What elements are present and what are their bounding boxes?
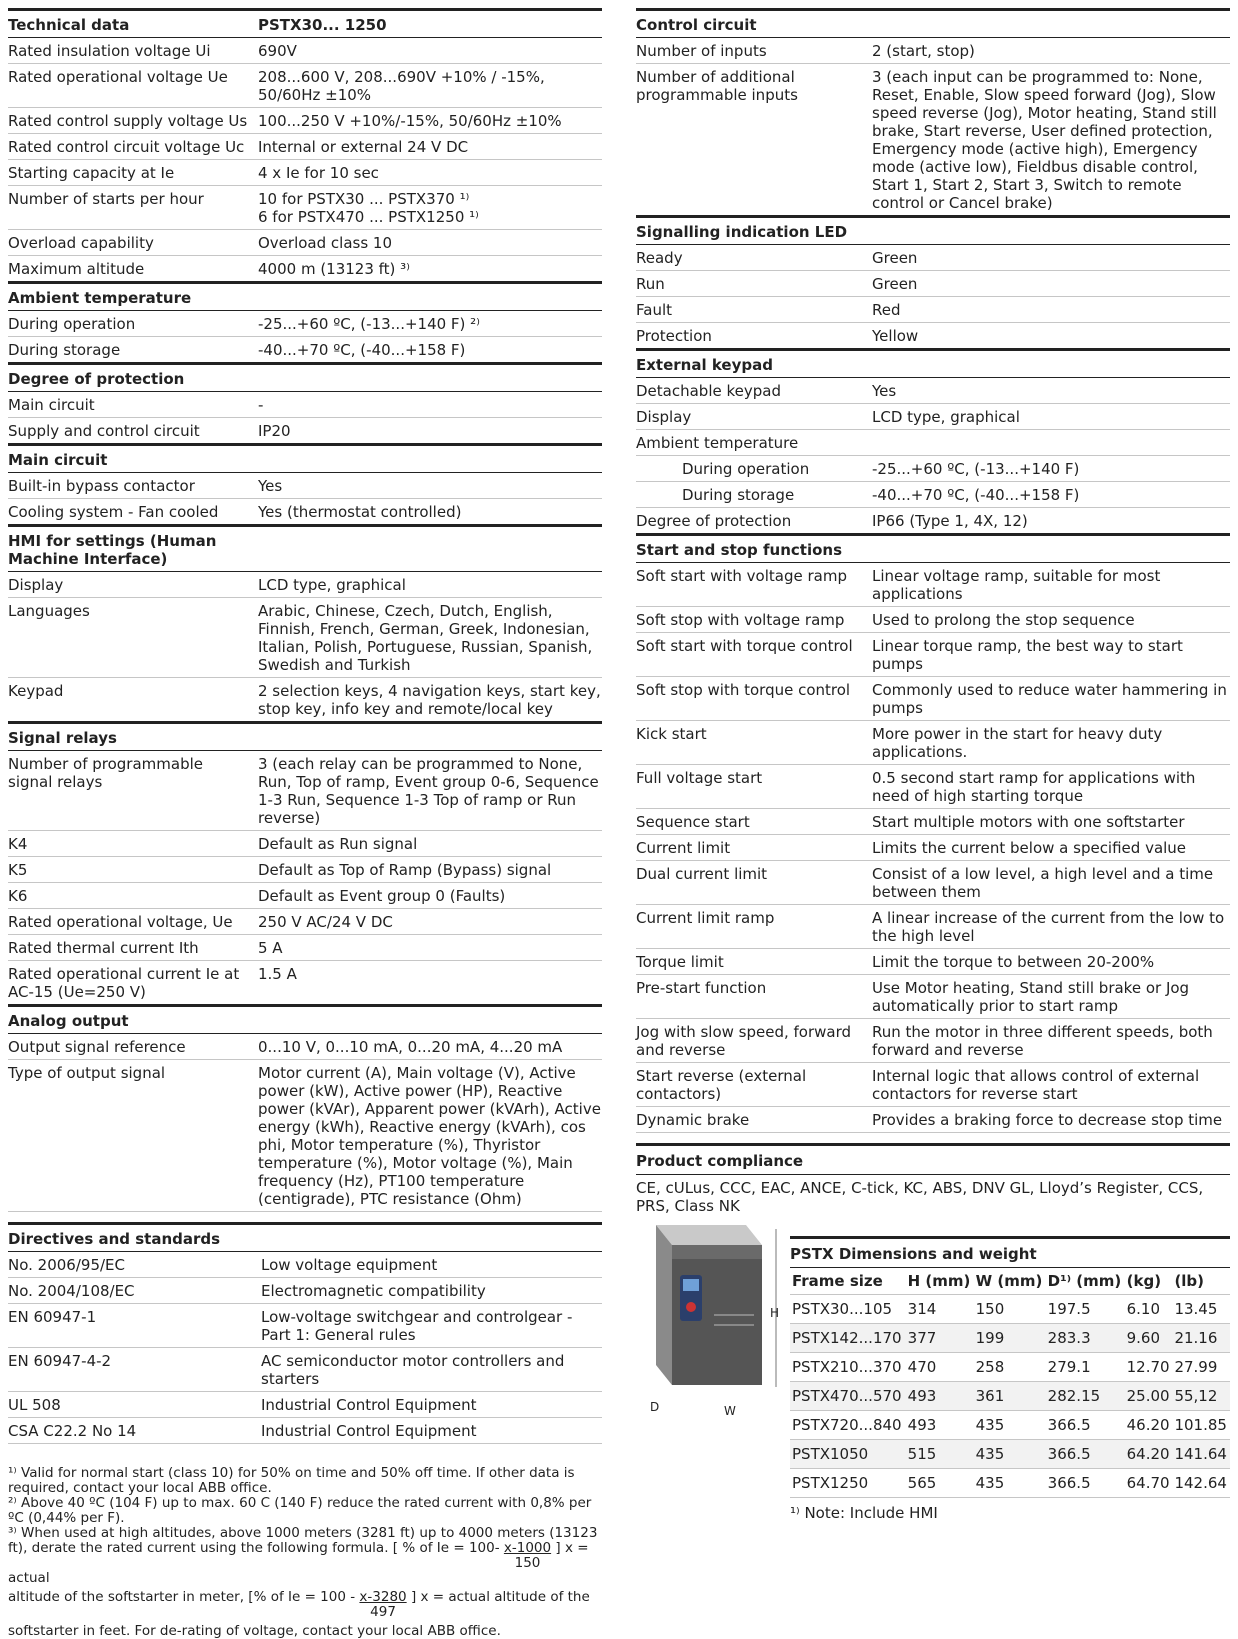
footnote-3-cont: altitude of the softstarter in meter, [% of Ie = 100 - $\frac{x-3280}{497}$ ] x = actual altitude of the — [8, 1589, 590, 1620]
spec-row — [8, 256, 602, 283]
spec-label: Degree of protection — [8, 364, 258, 392]
spec-value: Linear voltage ramp, suitable for most applications — [872, 563, 1230, 607]
spec-row — [636, 809, 1230, 835]
spec-label: Output signal reference — [8, 1034, 258, 1060]
dimensions-cell: 197.5 — [1046, 1295, 1125, 1324]
spec-row — [8, 857, 602, 883]
spec-value — [258, 1006, 602, 1034]
spec-value: Yellow — [872, 323, 1230, 350]
spec-label: Start and stop functions — [636, 535, 872, 563]
spec-label: UL 508 — [8, 1392, 261, 1418]
spec-label: Detachable keypad — [636, 378, 872, 404]
spec-row — [636, 378, 1230, 404]
spec-value: -25...+60 ºC, (-13...+140 F) ²⁾ — [258, 311, 602, 337]
spec-value: LCD type, graphical — [258, 572, 602, 598]
dimensions-cell: 141.64 — [1172, 1440, 1230, 1469]
left-column — [8, 8, 602, 1639]
spec-row — [636, 404, 1230, 430]
dimensions-cell: 435 — [974, 1440, 1046, 1469]
dimensions-row — [790, 1469, 1230, 1498]
spec-value: Commonly used to reduce water hammering in pumps — [872, 677, 1230, 721]
spec-label: Control circuit — [636, 10, 872, 38]
formula-fraction-feet: $\frac{x-3280}{497}$ — [359, 1589, 407, 1620]
spec-value: Low voltage equipment — [261, 1252, 602, 1278]
spec-label: Ambient temperature — [636, 430, 872, 456]
spec-value: Yes — [258, 473, 602, 499]
spec-row — [8, 473, 602, 499]
spec-label: During operation — [8, 311, 258, 337]
spec-label: Protection — [636, 323, 872, 350]
dimensions-cell: 565 — [906, 1469, 974, 1498]
dimensions-cell: 366.5 — [1046, 1411, 1125, 1440]
spec-row — [8, 1034, 602, 1060]
spec-value: Default as Top of Ramp (Bypass) signal — [258, 857, 602, 883]
spec-label: Sequence start — [636, 809, 872, 835]
spec-row — [636, 633, 1230, 677]
section-header — [8, 364, 602, 392]
spec-label: Rated control circuit voltage Uc — [8, 134, 258, 160]
spec-label: K4 — [8, 831, 258, 857]
device-top — [656, 1225, 762, 1245]
spec-row — [636, 975, 1230, 1019]
spec-label: Dual current limit — [636, 861, 872, 905]
dimensions-cell: 279.1 — [1046, 1353, 1125, 1382]
spec-row — [636, 1019, 1230, 1063]
spec-row — [636, 861, 1230, 905]
dimensions-title: PSTX Dimensions and weight — [790, 1236, 1230, 1267]
spec-row — [8, 935, 602, 961]
spec-value — [872, 10, 1230, 38]
spec-label: Full voltage start — [636, 765, 872, 809]
dimensions-cell: PSTX470...570 — [790, 1382, 906, 1411]
spec-label: Main circuit — [8, 445, 258, 473]
spec-row — [8, 831, 602, 857]
spec-value: Limits the current below a specified value — [872, 835, 1230, 861]
section-header — [8, 1224, 602, 1252]
dimensions-cell: 142.64 — [1172, 1469, 1230, 1498]
spec-row — [8, 961, 602, 1006]
spec-row — [636, 38, 1230, 64]
spec-label: K6 — [8, 883, 258, 909]
spec-value — [258, 364, 602, 392]
footnote-2: ²⁾ Above 40 ºC (104 F) up to max. 60 C (140 F) reduce the rated current with 0,8% per ºC (0,44% per F). — [8, 1495, 592, 1526]
spec-label: Pre-start function — [636, 975, 872, 1019]
dimensions-cell: 377 — [906, 1324, 974, 1353]
spec-row — [636, 430, 1230, 456]
spec-label: HMI for settings (Human Machine Interface) — [8, 526, 258, 572]
spec-value: 3 (each input can be programmed to: None, Reset, Enable, Slow speed forward (Jog), Slow speed reverse (Jog), Motor heating, Stand still brake, Start reverse, User defined protection, Emergency mode (active high), Emergency mode (active low), Fieldbus disable control, Start 1, Start 2, Start 3, Switch to remote control or Cancel brake) — [872, 64, 1230, 217]
spec-value — [258, 283, 602, 311]
spec-label: During storage — [636, 482, 872, 508]
spec-row — [636, 323, 1230, 350]
spec-row — [8, 1060, 602, 1212]
spec-value — [258, 526, 602, 572]
spec-label: Signal relays — [8, 723, 258, 751]
dimensions-cell: 25.00 — [1125, 1382, 1173, 1411]
dimensions-cell: 515 — [906, 1440, 974, 1469]
spec-row — [636, 271, 1230, 297]
spec-value: Internal or external 24 V DC — [258, 134, 602, 160]
section-header — [8, 723, 602, 751]
spec-value — [872, 430, 1230, 456]
spec-label: Ready — [636, 245, 872, 271]
spec-row — [636, 64, 1230, 217]
spec-row — [8, 134, 602, 160]
spec-label: Rated insulation voltage Ui — [8, 38, 258, 64]
dimensions-cell: 493 — [906, 1411, 974, 1440]
spec-value: 4000 m (13123 ft) ³⁾ — [258, 256, 602, 283]
spec-value: Red — [872, 297, 1230, 323]
spec-row — [636, 245, 1230, 271]
spec-row — [8, 160, 602, 186]
spec-value: 4 x Ie for 10 sec — [258, 160, 602, 186]
spec-value — [258, 723, 602, 751]
spec-label: Built-in bypass contactor — [8, 473, 258, 499]
spec-value: Green — [872, 271, 1230, 297]
spec-value: 250 V AC/24 V DC — [258, 909, 602, 935]
right-column — [636, 8, 1230, 1215]
spec-label: External keypad — [636, 350, 872, 378]
dimensions-cell: 64.20 — [1125, 1440, 1173, 1469]
spec-value: PSTX30... 1250 — [258, 10, 602, 38]
spec-label: No. 2004/108/EC — [8, 1278, 261, 1304]
spec-label: Maximum altitude — [8, 256, 258, 283]
spec-label: Cooling system - Fan cooled — [8, 499, 258, 526]
spec-value: Linear torque ramp, the best way to start pumps — [872, 633, 1230, 677]
spec-row — [8, 1418, 602, 1444]
dimensions-cell: 9.60 — [1125, 1324, 1173, 1353]
spec-row — [8, 499, 602, 526]
dimensions-cell: 258 — [974, 1353, 1046, 1382]
spec-label: K5 — [8, 857, 258, 883]
spec-value — [872, 217, 1230, 245]
section-header — [636, 535, 1230, 563]
spec-value — [261, 1224, 602, 1252]
spec-value — [872, 535, 1230, 563]
spec-value: 0.5 second start ramp for applications with need of high starting torque — [872, 765, 1230, 809]
spec-value: -40...+70 ºC, (-40...+158 F) — [258, 337, 602, 364]
dimensions-cell: 314 — [906, 1295, 974, 1324]
spec-row — [8, 337, 602, 364]
spec-row — [636, 905, 1230, 949]
dimensions-row — [790, 1295, 1230, 1324]
spec-value: 208...600 V, 208...690V +10% / -15%, 50/60Hz ±10% — [258, 64, 602, 108]
dimensions-cell: 6.10 — [1125, 1295, 1173, 1324]
spec-value: Start multiple motors with one softstarter — [872, 809, 1230, 835]
footnote-3-end: softstarter in feet. For de-rating of voltage, contact your local ABB office. — [8, 1623, 501, 1639]
dimensions-cell: 283.3 — [1046, 1324, 1125, 1353]
spec-label: Run — [636, 271, 872, 297]
spec-label: Jog with slow speed, forward and reverse — [636, 1019, 872, 1063]
dimensions-cell: 101.85 — [1172, 1411, 1230, 1440]
dimensions-cell: 435 — [974, 1469, 1046, 1498]
spec-value: Green — [872, 245, 1230, 271]
dimensions-cell: 21.16 — [1172, 1324, 1230, 1353]
spec-label: Display — [636, 404, 872, 430]
spec-label: Display — [8, 572, 258, 598]
dimensions-cell: 12.70 — [1125, 1353, 1173, 1382]
spec-row — [8, 1252, 602, 1278]
spec-label: During operation — [636, 456, 872, 482]
spec-label: Degree of protection — [636, 508, 872, 535]
spec-value: Used to prolong the stop sequence — [872, 607, 1230, 633]
dimensions-cell: 361 — [974, 1382, 1046, 1411]
footnote-3: ³⁾ When used at high altitudes, above 1000 meters (3281 ft) up to 4000 meters (13123 ft), derate the rated current using the following formula. [ % of Ie = 100- $\frac{x-1000}{150}$ ] x = actual — [8, 1525, 598, 1586]
compliance-title: Product compliance — [636, 1143, 1230, 1174]
spec-value: Default as Event group 0 (Faults) — [258, 883, 602, 909]
dimensions-cell: 366.5 — [1046, 1440, 1125, 1469]
spec-row — [636, 297, 1230, 323]
spec-value: Overload class 10 — [258, 230, 602, 256]
spec-label: Rated operational current Ie at AC-15 (Ue=250 V) — [8, 961, 258, 1006]
spec-label: Supply and control circuit — [8, 418, 258, 445]
spec-value: IP66 (Type 1, 4X, 12) — [872, 508, 1230, 535]
width-label: W — [724, 1404, 736, 1415]
spec-label: EN 60947-1 — [8, 1304, 261, 1348]
dimensions-header: D¹⁾ (mm) — [1046, 1268, 1125, 1295]
spec-value: Use Motor heating, Stand still brake or Jog automatically prior to start ramp — [872, 975, 1230, 1019]
spec-label: Soft start with torque control — [636, 633, 872, 677]
spec-label: Soft stop with torque control — [636, 677, 872, 721]
dimensions-header: Frame size — [790, 1268, 906, 1295]
spec-value: More power in the start for heavy duty applications. — [872, 721, 1230, 765]
dimensions-row — [790, 1324, 1230, 1353]
spec-row — [8, 1278, 602, 1304]
spec-value: Provides a braking force to decrease stop time — [872, 1107, 1230, 1133]
spec-value: 690V — [258, 38, 602, 64]
spec-label: Dynamic brake — [636, 1107, 872, 1133]
spec-row — [8, 392, 602, 418]
spec-row — [636, 1063, 1230, 1107]
dimensions-cell: 13.45 — [1172, 1295, 1230, 1324]
spec-value: 100...250 V +10%/-15%, 50/60Hz ±10% — [258, 108, 602, 134]
dimensions-cell: 366.5 — [1046, 1469, 1125, 1498]
dimensions-cell: PSTX720...840 — [790, 1411, 906, 1440]
spec-label: Directives and standards — [8, 1224, 261, 1252]
spec-label: Kick start — [636, 721, 872, 765]
dimensions-cell: PSTX1050 — [790, 1440, 906, 1469]
dimensions-header: (kg) — [1125, 1268, 1173, 1295]
dimensions-cell: 150 — [974, 1295, 1046, 1324]
section-header — [636, 350, 1230, 378]
dimensions-header: W (mm) — [974, 1268, 1046, 1295]
section-header — [8, 445, 602, 473]
dimensions-cell: 55,12 — [1172, 1382, 1230, 1411]
spec-value: Limit the torque to between 20-200% — [872, 949, 1230, 975]
spec-row — [8, 1304, 602, 1348]
dimensions-cell: 435 — [974, 1411, 1046, 1440]
right-spec-table — [636, 8, 1230, 1133]
spec-row — [636, 765, 1230, 809]
spec-value: Industrial Control Equipment — [261, 1392, 602, 1418]
spec-label: Signalling indication LED — [636, 217, 872, 245]
spec-row — [636, 607, 1230, 633]
height-label: H — [770, 1306, 780, 1320]
spec-label: Number of programmable signal relays — [8, 751, 258, 831]
spec-row — [8, 909, 602, 935]
dimensions-block — [790, 1236, 1230, 1522]
spec-label: Number of inputs — [636, 38, 872, 64]
spec-row — [636, 835, 1230, 861]
spec-label: Type of output signal — [8, 1060, 258, 1212]
spec-value: -40...+70 ºC, (-40...+158 F) — [872, 482, 1230, 508]
spec-label: Analog output — [8, 1006, 258, 1034]
spec-label: Rated thermal current Ith — [8, 935, 258, 961]
spec-label: Fault — [636, 297, 872, 323]
spec-row — [636, 508, 1230, 535]
spec-label: Main circuit — [8, 392, 258, 418]
spec-row — [8, 311, 602, 337]
spec-row — [8, 751, 602, 831]
spec-row — [636, 677, 1230, 721]
spec-value: Low-voltage switchgear and controlgear - Part 1: General rules — [261, 1304, 602, 1348]
dimensions-cell: PSTX30...105 — [790, 1295, 906, 1324]
spec-value: Run the motor in three different speeds, both forward and reverse — [872, 1019, 1230, 1063]
spec-label: Languages — [8, 598, 258, 678]
spec-value: Yes — [872, 378, 1230, 404]
left-spec-table — [8, 8, 602, 1212]
spec-value: 0...10 V, 0...10 mA, 0...20 mA, 4...20 mA — [258, 1034, 602, 1060]
spec-row — [8, 678, 602, 723]
dimensions-cell: 46.20 — [1125, 1411, 1173, 1440]
footnotes — [8, 1466, 602, 1639]
spec-label: Soft start with voltage ramp — [636, 563, 872, 607]
spec-label: Keypad — [8, 678, 258, 723]
dimensions-table — [790, 1267, 1230, 1498]
section-header — [636, 217, 1230, 245]
dimensions-cell: PSTX142...170 — [790, 1324, 906, 1353]
formula-fraction-meters: $\frac{x-1000}{150}$ — [503, 1540, 552, 1571]
spec-label: Technical data — [8, 10, 258, 38]
spec-value: Consist of a low level, a high level and a time between them — [872, 861, 1230, 905]
spec-value: Industrial Control Equipment — [261, 1418, 602, 1444]
spec-label: CSA C22.2 No 14 — [8, 1418, 261, 1444]
dimensions-header: (lb) — [1172, 1268, 1230, 1295]
spec-label: Torque limit — [636, 949, 872, 975]
directives-table — [8, 1222, 602, 1444]
spec-label: Soft stop with voltage ramp — [636, 607, 872, 633]
spec-value: 3 (each relay can be programmed to None, Run, Top of ramp, Event group 0-6, Sequence 1-3 Run, Sequence 1-3 Top of ramp or Run reverse) — [258, 751, 602, 831]
dimensions-cell: 282.15 — [1046, 1382, 1125, 1411]
softstarter-illustration — [636, 1215, 786, 1415]
spec-label: Rated operational voltage Ue — [8, 64, 258, 108]
spec-value: 2 selection keys, 4 navigation keys, start key, stop key, info key and remote/local key — [258, 678, 602, 723]
spec-value: LCD type, graphical — [872, 404, 1230, 430]
spec-value: AC semiconductor motor controllers and starters — [261, 1348, 602, 1392]
dimensions-row — [790, 1440, 1230, 1469]
spec-value: -25...+60 ºC, (-13...+140 F) — [872, 456, 1230, 482]
spec-row — [8, 38, 602, 64]
spec-label: Start reverse (external contactors) — [636, 1063, 872, 1107]
spec-label: During storage — [8, 337, 258, 364]
spec-row — [8, 108, 602, 134]
spec-row — [8, 230, 602, 256]
spec-value: Motor current (A), Main voltage (V), Active power (kW), Active power (HP), Reactive power (kVAr), Apparent power (kVArh), Active energy (kWh), Reactive energy (kVArh), cos phi, Motor temperature (%), Thyristor temperature (%), Motor voltage (%), Main frequency (Hz), PT100 temperature (centigrade), PTC resistance (Ohm) — [258, 1060, 602, 1212]
dimensions-cell: 470 — [906, 1353, 974, 1382]
spec-value: 1.5 A — [258, 961, 602, 1006]
dimensions-cell: 199 — [974, 1324, 1046, 1353]
spec-value: 10 for PSTX30 ... PSTX370 ¹⁾ 6 for PSTX470 ... PSTX1250 ¹⁾ — [258, 186, 602, 230]
spec-value: Electromagnetic compatibility — [261, 1278, 602, 1304]
spec-label: Number of additional programmable inputs — [636, 64, 872, 217]
spec-row — [8, 10, 602, 38]
section-header — [8, 1006, 602, 1034]
spec-row — [8, 598, 602, 678]
spec-label: Rated control supply voltage Us — [8, 108, 258, 134]
spec-value: - — [258, 392, 602, 418]
spec-row — [636, 721, 1230, 765]
spec-row — [636, 949, 1230, 975]
dimensions-cell: PSTX1250 — [790, 1469, 906, 1498]
spec-label: Starting capacity at Ie — [8, 160, 258, 186]
spec-label: No. 2006/95/EC — [8, 1252, 261, 1278]
spec-label: Current limit — [636, 835, 872, 861]
compliance-text: CE, cULus, CCC, EAC, ANCE, C-tick, KC, ABS, DNV GL, Lloyd’s Register, CCS, PRS, Class NK — [636, 1174, 1230, 1215]
dimensions-cell: 493 — [906, 1382, 974, 1411]
spec-row — [636, 10, 1230, 38]
spec-value: 5 A — [258, 935, 602, 961]
spec-row — [636, 563, 1230, 607]
spec-row — [8, 64, 602, 108]
spec-value: Yes (thermostat controlled) — [258, 499, 602, 526]
spec-value: IP20 — [258, 418, 602, 445]
dimensions-header: H (mm) — [906, 1268, 974, 1295]
spec-row — [8, 1392, 602, 1418]
spec-label: Overload capability — [8, 230, 258, 256]
dimensions-row — [790, 1411, 1230, 1440]
spec-value: Default as Run signal — [258, 831, 602, 857]
spec-value: Arabic, Chinese, Czech, Dutch, English, Finnish, French, German, Greek, Indonesian, Italian, Polish, Portuguese, Russian, Spanish, Swedish and Turkish — [258, 598, 602, 678]
section-header — [8, 283, 602, 311]
spec-row — [8, 883, 602, 909]
spec-row — [636, 1107, 1230, 1133]
spec-row — [8, 418, 602, 445]
spec-value — [258, 445, 602, 473]
dimensions-cell: 27.99 — [1172, 1353, 1230, 1382]
spec-row — [636, 456, 1230, 482]
spec-label: EN 60947-4-2 — [8, 1348, 261, 1392]
spec-row — [636, 482, 1230, 508]
spec-label: Rated operational voltage, Ue — [8, 909, 258, 935]
spec-value — [872, 350, 1230, 378]
spec-value: A linear increase of the current from the low to the high level — [872, 905, 1230, 949]
spec-label: Ambient temperature — [8, 283, 258, 311]
section-header — [8, 526, 602, 572]
dimensions-row — [790, 1353, 1230, 1382]
spec-label: Current limit ramp — [636, 905, 872, 949]
spec-value: Internal logic that allows control of external contactors for reverse start — [872, 1063, 1230, 1107]
spec-row — [8, 572, 602, 598]
spec-label: Number of starts per hour — [8, 186, 258, 230]
dimensions-row — [790, 1382, 1230, 1411]
dimensions-note: ¹⁾ Note: Include HMI — [790, 1504, 938, 1522]
depth-label: D — [650, 1400, 660, 1414]
dimensions-cell: 64.70 — [1125, 1469, 1173, 1498]
footnote-1: ¹⁾ Valid for normal start (class 10) for 50% on time and 50% off time. If other data is required, contact your local ABB office. — [8, 1465, 575, 1496]
dimensions-cell: PSTX210...370 — [790, 1353, 906, 1382]
spec-row — [8, 1348, 602, 1392]
device-side — [656, 1225, 672, 1385]
spec-value: 2 (start, stop) — [872, 38, 1230, 64]
spec-row — [8, 186, 602, 230]
